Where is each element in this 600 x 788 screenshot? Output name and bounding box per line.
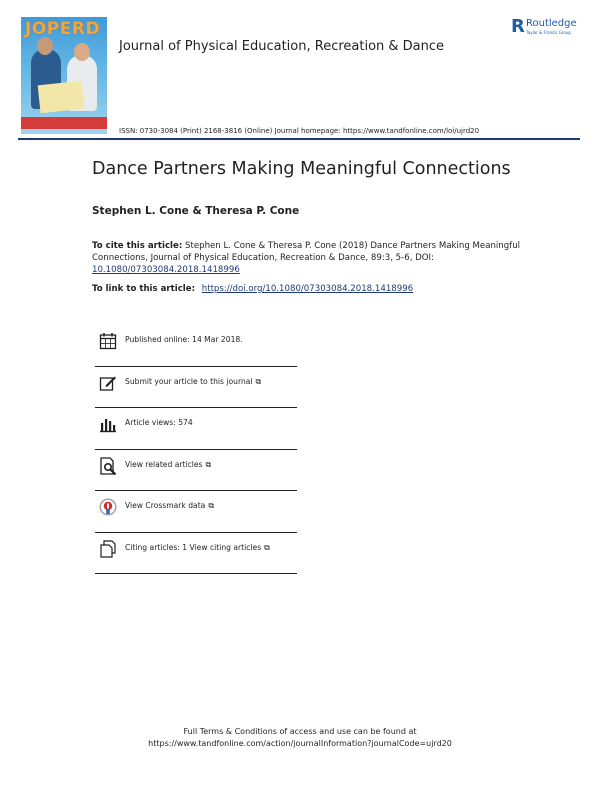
info-row-published: [95, 325, 297, 367]
citing-articles-text: Citing articles: 1 View citing articles: [125, 542, 262, 552]
link-label: To link to this article:: [92, 284, 196, 294]
article-title: Dance Partners Making Meaningful Connections: [92, 159, 511, 179]
info-row-crossmark[interactable]: [95, 491, 297, 533]
cite-label: To cite this article:: [92, 241, 183, 251]
published-online-text: Published online: 14 Mar 2018.: [125, 335, 243, 344]
crossmark-link[interactable]: [125, 501, 214, 511]
bar-chart-icon: [99, 415, 117, 433]
submit-article-text: Submit your article to this journal: [125, 376, 253, 386]
submit-article-link[interactable]: [125, 377, 261, 387]
publisher-name: Routledge: [526, 18, 577, 29]
search-document-icon: [99, 457, 117, 475]
footer-terms-link[interactable]: https://www.tandfonline.com/action/journalInformation?journalCode=ujrd20: [148, 739, 452, 748]
cite-doi-link[interactable]: 10.1080/07303084.2018.1418996: [92, 265, 240, 275]
related-articles-link[interactable]: [125, 460, 211, 470]
journal-title: Journal of Physical Education, Recreation & Dance: [119, 39, 445, 54]
routledge-logo: [511, 18, 591, 40]
cover-red-bar: [21, 117, 107, 129]
cover-title: JOPERD: [25, 19, 101, 39]
footer: [0, 726, 600, 750]
edit-icon: [99, 374, 117, 392]
citation-block: [92, 240, 522, 276]
header-rule: [18, 138, 580, 140]
cover-clipboard: [38, 81, 85, 113]
article-link-block: [92, 284, 413, 294]
journal-homepage-link[interactable]: https://www.tandfonline.com/loi/ujrd20: [342, 127, 480, 135]
cover-person-right-head: [74, 43, 90, 61]
routledge-logo-icon: R: [511, 16, 525, 37]
external-link-icon: ⧉: [205, 459, 212, 469]
crossmark-icon: [99, 498, 117, 516]
external-link-icon: ⧉: [208, 501, 215, 510]
footer-terms-text: Full Terms & Conditions of access and use can be found at: [183, 727, 417, 736]
issn-text: ISSN: 0730-3084 (Print) 2168-3816 (Online) Journal homepage:: [119, 127, 341, 135]
calendar-icon: [99, 332, 117, 350]
citing-articles-icon: [99, 540, 117, 558]
article-views-text: Article views: 574: [125, 418, 193, 427]
publisher-subtitle: Taylor & Francis Group: [526, 30, 571, 35]
external-link-icon: ⧉: [255, 376, 262, 386]
info-row-submit[interactable]: [95, 367, 297, 409]
info-row-citing[interactable]: [95, 533, 297, 575]
journal-cover-image: [21, 17, 107, 134]
crossmark-text: View Crossmark data: [125, 501, 206, 510]
cite-text: Stephen L. Cone & Theresa P. Cone (2018) Dance Partners Making Meaningful Connections, Journal of Physical Education, Recreation & Dance, 89:3, 5-6, DOI:: [92, 241, 521, 263]
article-authors: Stephen L. Cone & Theresa P. Cone: [92, 205, 300, 217]
article-doi-link[interactable]: https://doi.org/10.1080/07303084.2018.1418996: [201, 284, 414, 294]
article-info-list: [95, 325, 297, 574]
citing-articles-link[interactable]: [125, 543, 270, 553]
related-articles-text: View related articles: [125, 459, 203, 469]
info-row-related[interactable]: [95, 450, 297, 492]
external-link-icon: ⧉: [264, 542, 270, 552]
cover-person-left-head: [37, 37, 53, 55]
info-row-views: [95, 408, 297, 450]
issn-line: [119, 127, 479, 135]
